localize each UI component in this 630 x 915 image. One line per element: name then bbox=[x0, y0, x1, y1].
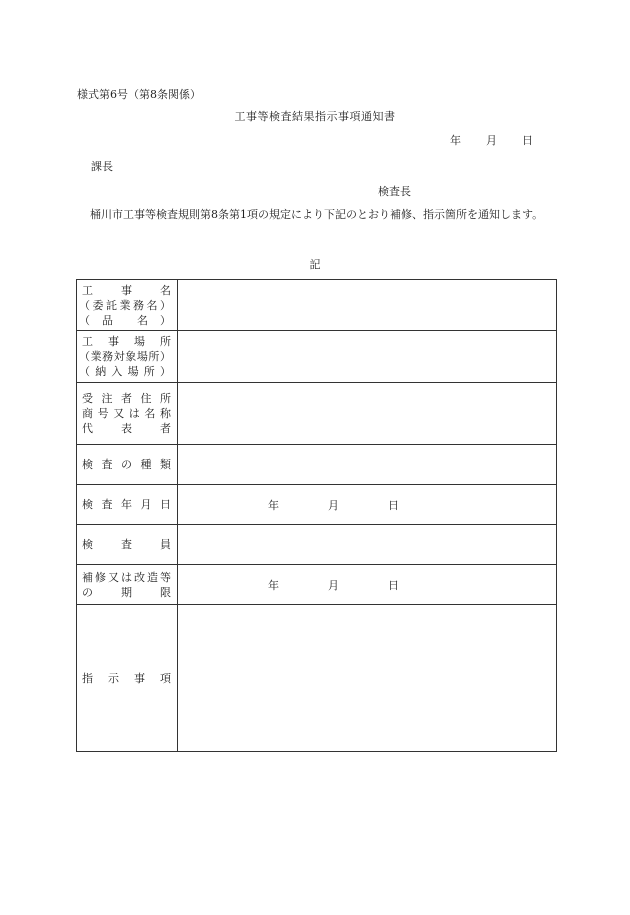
label-instructions: 指 示 事 項 bbox=[77, 605, 178, 752]
table-row bbox=[77, 565, 557, 605]
year-label: 年 bbox=[268, 578, 279, 592]
label-inspection-date: 検 査 年 月 日 bbox=[77, 485, 178, 525]
issue-date bbox=[450, 132, 533, 148]
value-instructions[interactable] bbox=[178, 605, 557, 752]
date-day-label: 日 bbox=[522, 134, 533, 147]
month-label: 月 bbox=[328, 578, 339, 592]
value-repair-deadline[interactable] bbox=[178, 565, 557, 605]
table-row bbox=[77, 331, 557, 383]
value-contractor[interactable] bbox=[178, 383, 557, 445]
label-inspection-type: 検 査 の 種 類 bbox=[77, 445, 178, 485]
day-label: 日 bbox=[388, 498, 399, 512]
table-row bbox=[77, 605, 557, 752]
table-row bbox=[77, 485, 557, 525]
value-inspection-date[interactable] bbox=[178, 485, 557, 525]
value-work-name[interactable] bbox=[178, 280, 557, 331]
year-label: 年 bbox=[268, 498, 279, 512]
table-row bbox=[77, 383, 557, 445]
form-number: 様式第6号（第8条関係） bbox=[77, 88, 201, 101]
body-text: 桶川市工事等検査規則第8条第1項の規定により下記のとおり補修、指示箇所を通知します。 bbox=[90, 208, 544, 221]
month-label: 月 bbox=[328, 498, 339, 512]
label-work-name: 工 事 名 （ 委 託 業 務 名 ） （ 品 名 ） bbox=[77, 280, 178, 331]
value-work-location[interactable] bbox=[178, 331, 557, 383]
inspection-form-table bbox=[76, 279, 557, 752]
label-repair-deadline: 補 修 又 は 改 造 等 の 期 限 bbox=[77, 565, 178, 605]
label-inspector: 検 査 員 bbox=[77, 525, 178, 565]
sender: 検査長 bbox=[378, 185, 411, 198]
value-inspector[interactable] bbox=[178, 525, 557, 565]
addressee: 課長 bbox=[91, 160, 113, 173]
label-contractor: 受 注 者 住 所 商 号 又 は 名 称 代 表 者 bbox=[77, 383, 178, 445]
table-row bbox=[77, 445, 557, 485]
day-label: 日 bbox=[388, 578, 399, 592]
date-month-label: 月 bbox=[486, 134, 497, 147]
table-row bbox=[77, 280, 557, 331]
document-title: 工事等検査結果指示事項通知書 bbox=[234, 110, 396, 123]
value-inspection-type[interactable] bbox=[178, 445, 557, 485]
ki-heading: 記 bbox=[309, 258, 321, 271]
table-row bbox=[77, 525, 557, 565]
date-year-label: 年 bbox=[450, 134, 461, 147]
label-work-location: 工 事 場 所 （ 業 務 対 象 場 所 ） （ 納 入 場 所 ） bbox=[77, 331, 178, 383]
